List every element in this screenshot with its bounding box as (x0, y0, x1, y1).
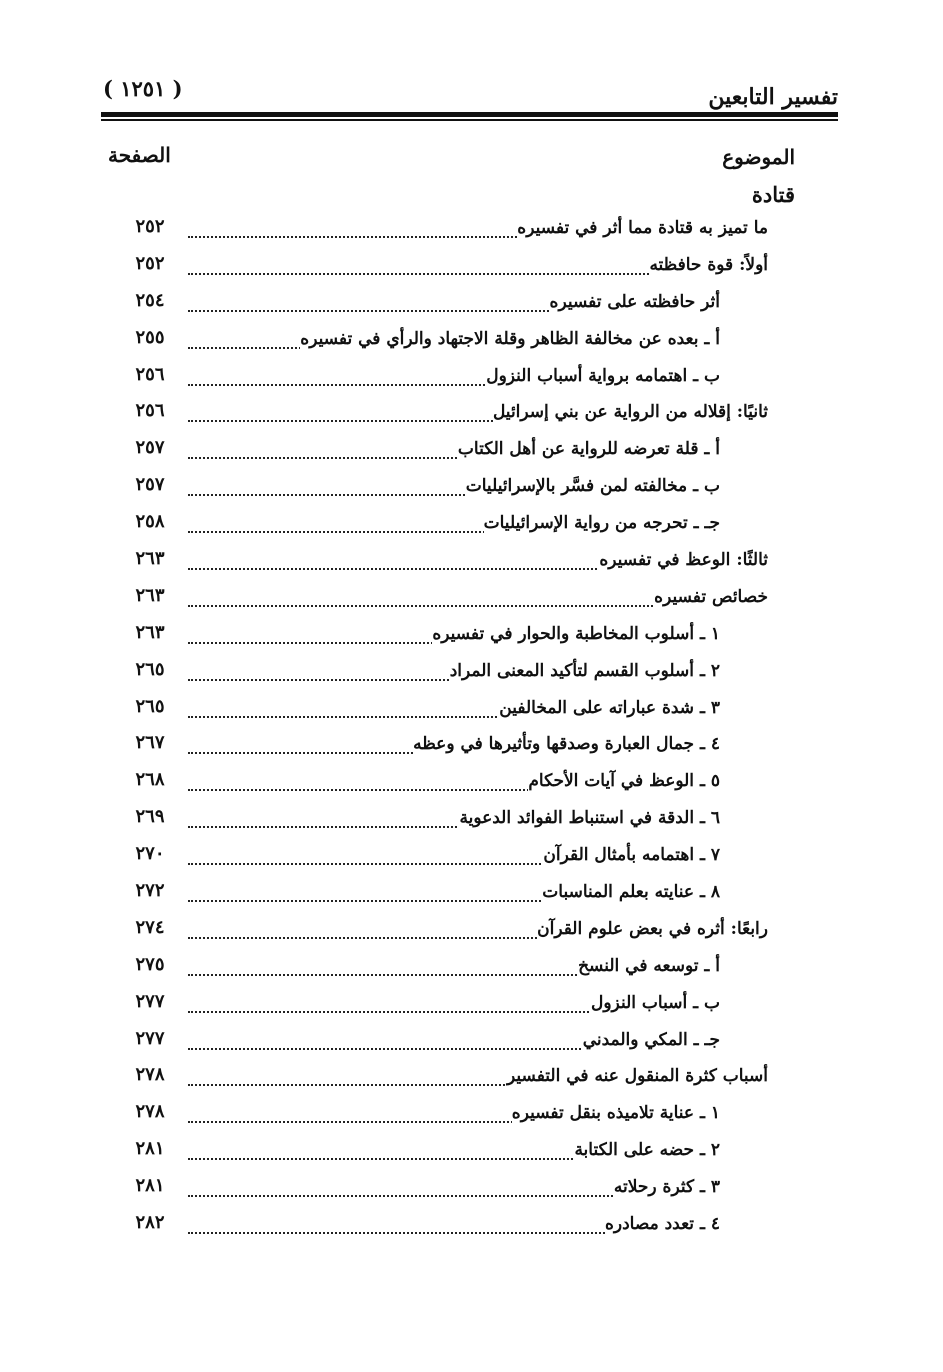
toc-entry (100, 837, 772, 874)
toc-entry-page: ٢٦٧ (135, 732, 165, 754)
column-heading-page: الصفحة (108, 143, 171, 167)
toc-entry-page: ٢٨٢ (135, 1212, 165, 1234)
toc-entry (100, 1058, 772, 1095)
toc-entry (100, 1132, 772, 1169)
toc-entry-title: جـ ـ تحرجه من رواية الإسرائيليات (483, 513, 720, 534)
toc-entry-title: أ ـ توسعه في النسخ (578, 955, 720, 976)
toc-entry-page: ٢٥٤ (135, 289, 165, 311)
toc-entry-title: ما تميز به قتادة مما أثر في تفسيره (517, 218, 768, 238)
toc-entry-page: ٢٥٢ (135, 216, 165, 237)
toc-entry (100, 431, 772, 468)
toc-entry-page: ٢٦٩ (135, 806, 165, 828)
toc-entry (100, 505, 772, 542)
toc-entry (100, 726, 772, 763)
toc-entry (100, 653, 772, 690)
toc-entry (100, 948, 772, 985)
toc-entry (100, 247, 772, 284)
toc-entry-title: ٣ ـ كثرة رحلاته (613, 1177, 720, 1198)
column-heading-topic: الموضوع (722, 145, 795, 169)
toc-entry-page: ٢٦٣ (135, 621, 165, 643)
toc-entry-page: ٢٧٤ (135, 916, 165, 938)
toc-entry-title: ثالثًا: الوعظ في تفسيره (599, 550, 768, 571)
toc-entry (100, 800, 772, 837)
toc-entry-page: ٢٧٨ (135, 1064, 165, 1086)
toc-entry-title: خصائص تفسيره (654, 586, 768, 607)
toc-entry-page: ٢٥٧ (135, 474, 165, 496)
toc-entry-title: ٣ ـ شدة عباراته على المخالفين (499, 697, 720, 718)
toc-entry (100, 1169, 772, 1206)
toc-entry-page: ٢٥٨ (135, 511, 165, 533)
toc-entry-page: ٢٧٠ (135, 843, 165, 865)
toc-entry-page: ٢٧٢ (135, 880, 165, 902)
toc-entry (100, 1206, 772, 1243)
toc-entry-title: ب ـ مخالفته لمن فسَّر بالإسرائيليات (465, 476, 720, 497)
header-rule-thin (101, 119, 838, 121)
toc-entry-title: ٨ ـ عنايته بعلم المناسبات (542, 882, 720, 903)
toc-entry-title: ٤ ـ جمال العبارة وصدقها وتأثيرها في وعظه (413, 734, 720, 755)
toc-entry-page: ٢٦٣ (135, 584, 165, 606)
toc-entry-title: ب ـ اهتمامه برواية أسباب النزول (486, 365, 720, 386)
toc-entry (100, 911, 772, 948)
toc-entry (100, 616, 772, 653)
toc-entry-title: جـ ـ المكي والمدني (582, 1029, 720, 1050)
toc-entry (100, 468, 772, 505)
toc-entry (100, 985, 772, 1022)
toc-entry (100, 874, 772, 911)
toc-entry (100, 394, 772, 431)
toc-entry (100, 210, 772, 247)
toc-entry-page: ٢٧٨ (135, 1101, 165, 1123)
toc-entry-page: ٢٥٥ (135, 326, 165, 348)
toc-entry-title: ٧ ـ اهتمامه بأمثال القرآن (543, 845, 720, 866)
toc-entry-title: ٥ ـ الوعظ في آيات الأحكام (528, 771, 720, 792)
table-of-contents (100, 210, 772, 1243)
toc-entry (100, 1095, 772, 1132)
toc-entry-page: ٢٦٣ (135, 548, 165, 570)
toc-entry-title: أ ـ قلة تعرضه للرواية عن أهل الكتاب (457, 439, 720, 460)
toc-entry (100, 690, 772, 727)
toc-entry-title: ١ ـ عناية تلاميذه بنقل تفسيره (511, 1103, 720, 1124)
toc-entry-title: أسباب كثرة المنقول عنه في التفسير (507, 1066, 768, 1087)
toc-entry-page: ٢٥٦ (135, 400, 165, 422)
section-title: قتادة (751, 182, 795, 207)
header-rule-thick (101, 112, 838, 117)
toc-entry-title: أولاً: قوة حافظته (649, 254, 768, 275)
toc-entry (100, 284, 772, 321)
toc-entry-page: ٢٨١ (135, 1175, 165, 1197)
toc-entry-page: ٢٦٥ (135, 695, 165, 717)
toc-entry-title: ٦ ـ الدقة في استنباط الفوائد الدعوية (459, 808, 720, 829)
toc-entry-page: ٢٧٧ (135, 990, 165, 1012)
toc-entry-page: ٢٨١ (135, 1138, 165, 1160)
toc-entry (100, 542, 772, 579)
toc-entry-title: ١ ـ أسلوب المخاطبة والحوار في تفسيره (432, 623, 720, 644)
toc-entry-page: ٢٧٧ (135, 1027, 165, 1049)
toc-entry-title: ب ـ أسباب النزول (591, 992, 720, 1013)
toc-entry-title: أثر حافظته على تفسيره (549, 291, 720, 312)
toc-entry-title: رابعًا: أثره في بعض علوم القرآن (537, 918, 768, 939)
book-title: تفسير التابعين (708, 84, 838, 110)
toc-entry (100, 763, 772, 800)
toc-entry-title: ثانيًا: إقلاله من الرواية عن بني إسرائيل (492, 402, 768, 423)
toc-entry-title: ٢ ـ أسلوب القسم لتأكيد المعنى المراد (449, 660, 720, 681)
toc-entry-page: ٢٦٨ (135, 769, 165, 791)
toc-entry (100, 321, 772, 358)
page-number: ( ١٢٥١ ) (103, 76, 183, 101)
toc-entry (100, 579, 772, 616)
toc-entry (100, 358, 772, 395)
toc-entry-page: ٢٧٥ (135, 953, 165, 975)
toc-entry-page: ٢٥٢ (135, 252, 165, 274)
toc-entry-page: ٢٥٦ (135, 363, 165, 385)
running-header (0, 0, 943, 120)
toc-entry-page: ٢٥٧ (135, 437, 165, 459)
toc-entry-title: ٤ ـ تعدد مصادره (604, 1214, 720, 1235)
toc-entry (100, 1022, 772, 1059)
toc-entry-title: ٢ ـ حضه على الكتابة (574, 1140, 720, 1161)
toc-entry-page: ٢٦٥ (135, 658, 165, 680)
toc-entry-title: أ ـ بعده عن مخالفة الظاهر وقلة الاجتهاد والرأي في تفسيره (300, 328, 720, 349)
